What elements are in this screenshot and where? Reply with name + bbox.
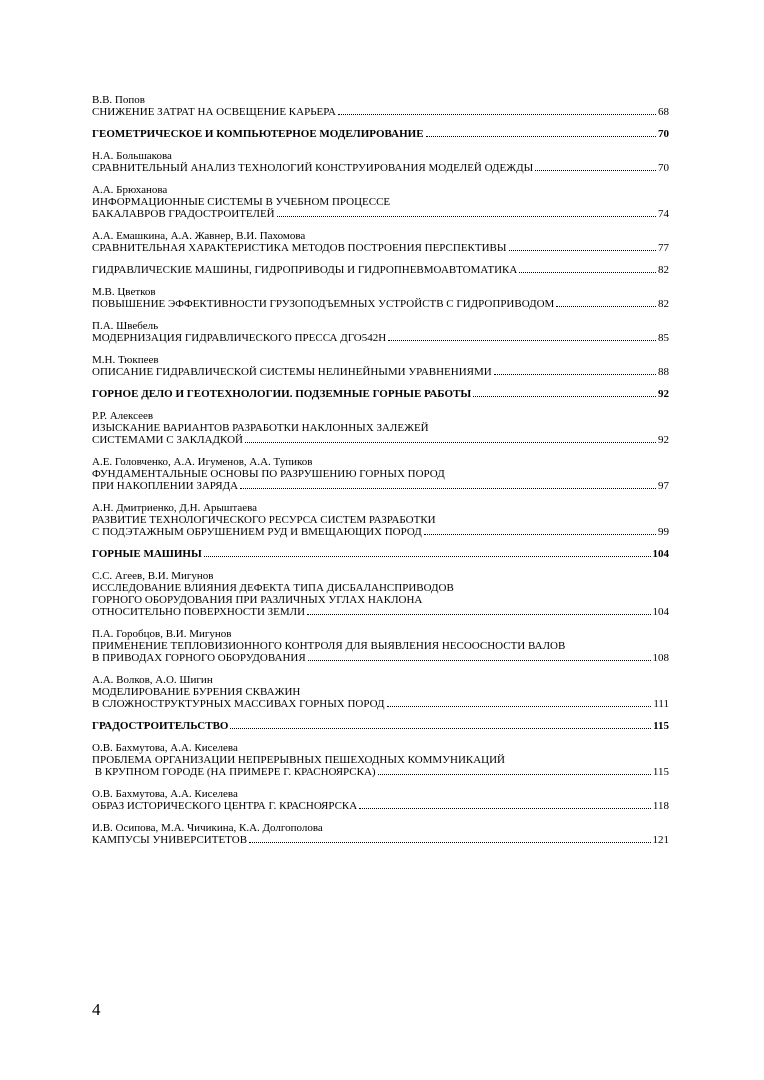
entry-title-line (92, 606, 669, 618)
page-ref: 121 (652, 834, 669, 846)
entry-authors: М.В. Цветков (92, 286, 156, 298)
entry-title-line (92, 594, 669, 606)
page-ref: 77 (658, 242, 669, 254)
spacer (92, 618, 669, 628)
spacer (92, 378, 669, 388)
entry-title: ПРИМЕНЕНИЕ ТЕПЛОВИЗИОННОГО КОНТРОЛЯ ДЛЯ ВЫЯВЛЕНИЯ НЕСООСНОСТИ ВАЛОВ (92, 640, 566, 652)
toc-entry (92, 320, 669, 344)
toc-section (92, 720, 669, 732)
entry-title-line (92, 366, 669, 378)
entry-title: БАКАЛАВРОВ ГРАДОСТРОИТЕЛЕЙ (92, 208, 275, 220)
spacer (92, 400, 669, 410)
entry-title: МОДЕЛИРОВАНИЕ БУРЕНИЯ СКВАЖИН (92, 686, 301, 698)
dot-leader (509, 250, 657, 251)
entry-authors: П.А. Горобцов, В.И. Мигунов (92, 628, 232, 640)
dot-leader (519, 272, 656, 273)
entry-authors: И.В. Осипова, М.А. Чичикина, К.А. Долгополова (92, 822, 323, 834)
entry-title: СРАВНИТЕЛЬНЫЙ АНАЛИЗ ТЕХНОЛОГИЙ КОНСТРУИРОВАНИЯ МОДЕЛЕЙ ОДЕЖДЫ (92, 162, 534, 174)
toc-entry (92, 150, 669, 174)
entry-authors: М.Н. Тюкпеев (92, 354, 159, 366)
toc-entry (92, 502, 669, 538)
entry-title: СРАВНИТЕЛЬНАЯ ХАРАКТЕРИСТИКА МЕТОДОВ ПОСТРОЕНИЯ ПЕРСПЕКТИВЫ (92, 242, 507, 254)
entry-authors: А.Н. Дмитриенко, Д.Н. Арыштаева (92, 502, 258, 514)
page-ref: 92 (658, 434, 669, 446)
page-ref: 85 (658, 332, 669, 344)
entry-title-line (92, 422, 669, 434)
dot-leader (535, 170, 656, 171)
entry-title: ОБРАЗ ИСТОРИЧЕСКОГО ЦЕНТРА Г. КРАСНОЯРСКА (92, 800, 358, 812)
section-title: ГЕОМЕТРИЧЕСКОЕ И КОМПЬЮТЕРНОЕ МОДЕЛИРОВАНИЕ (92, 128, 424, 140)
entry-title: ФУНДАМЕНТАЛЬНЫЕ ОСНОВЫ ПО РАЗРУШЕНИЮ ГОРНЫХ ПОРОД (92, 468, 445, 480)
entry-title: ОПИСАНИЕ ГИДРАВЛИЧЕСКОЙ СИСТЕМЫ НЕЛИНЕЙНЫМИ УРАВНЕНИЯМИ (92, 366, 492, 378)
entry-title-line (92, 800, 669, 812)
page-ref: 97 (658, 480, 669, 492)
entry-authors: А.А. Волков, А.О. Шигин (92, 674, 213, 686)
spacer (92, 140, 669, 150)
toc-entry (92, 788, 669, 812)
page-ref: 82 (658, 298, 669, 310)
entry-title-line (92, 754, 669, 766)
page-ref: 70 (658, 128, 669, 140)
page-ref: 115 (653, 720, 669, 732)
entry-authors: А.А. Емашкина, А.А. Жавнер, В.И. Пахомова (92, 230, 306, 242)
entry-title: В ПРИВОДАХ ГОРНОГО ОБОРУДОВАНИЯ (92, 652, 306, 664)
toc-entry (92, 230, 669, 254)
entry-title-line (92, 208, 669, 220)
entry-title-line (92, 332, 669, 344)
entry-authors: П.А. Швебель (92, 320, 159, 332)
section-heading-line (92, 264, 669, 276)
spacer (92, 710, 669, 720)
toc-entry (92, 822, 669, 846)
section-title: ГРАДОСТРОИТЕЛЬСТВО (92, 720, 229, 732)
entry-title-line (92, 106, 669, 118)
entry-title: ИНФОРМАЦИОННЫЕ СИСТЕМЫ В УЧЕБНОМ ПРОЦЕССЕ (92, 196, 391, 208)
table-of-contents (92, 94, 669, 846)
dot-leader (308, 660, 651, 661)
toc-section (92, 128, 669, 140)
page-number: 4 (92, 1000, 101, 1019)
entry-title: СИСТЕМАМИ С ЗАКЛАДКОЙ (92, 434, 243, 446)
entry-title: СНИЖЕНИЕ ЗАТРАТ НА ОСВЕЩЕНИЕ КАРЬЕРА (92, 106, 336, 118)
spacer (92, 812, 669, 822)
entry-authors: В.В. Попов (92, 94, 145, 106)
section-heading-line (92, 720, 669, 732)
entry-title-line (92, 514, 669, 526)
page-ref: 68 (658, 106, 669, 118)
spacer (92, 732, 669, 742)
entry-title-line (92, 434, 669, 446)
entry-authors: О.В. Бахмутова, А.А. Киселева (92, 788, 238, 800)
dot-leader (388, 340, 656, 341)
entry-title: ИЗЫСКАНИЕ ВАРИАНТОВ РАЗРАБОТКИ НАКЛОННЫХ ЗАЛЕЖЕЙ (92, 422, 429, 434)
dot-leader (204, 556, 651, 557)
section-heading-line (92, 128, 669, 140)
dot-leader (473, 396, 656, 397)
section-title: ГОРНОЕ ДЕЛО И ГЕОТЕХНОЛОГИИ. ПОДЗЕМНЫЕ ГОРНЫЕ РАБОТЫ (92, 388, 472, 400)
dot-leader (338, 114, 656, 115)
spacer (92, 174, 669, 184)
toc-entry (92, 410, 669, 446)
page-ref: 82 (658, 264, 669, 276)
page-ref: 104 (652, 606, 669, 618)
dot-leader (249, 842, 650, 843)
section-heading-line (92, 388, 669, 400)
entry-title-line (92, 834, 669, 846)
spacer (92, 118, 669, 128)
dot-leader (240, 488, 656, 489)
entry-title-line (92, 196, 669, 208)
entry-authors: Р.Р. Алексеев (92, 410, 154, 422)
section-title: ГОРНЫЕ МАШИНЫ (92, 548, 202, 560)
toc-section (92, 548, 669, 560)
toc-entry (92, 184, 669, 220)
entry-authors: С.С. Агеев, В.И. Мигунов (92, 570, 214, 582)
spacer (92, 664, 669, 674)
spacer (92, 276, 669, 286)
page-ref: 74 (658, 208, 669, 220)
entry-title: С ПОДЭТАЖНЫМ ОБРУШЕНИЕМ РУД И ВМЕЩАЮЩИХ ПОРОД (92, 526, 422, 538)
entry-title: ИССЛЕДОВАНИЕ ВЛИЯНИЯ ДЕФЕКТА ТИПА ДИСБАЛАНСПРИВОДОВ (92, 582, 454, 594)
page-ref: 111 (653, 698, 669, 710)
page-ref: 104 (652, 548, 669, 560)
entry-title-line (92, 298, 669, 310)
entry-title: ПРИ НАКОПЛЕНИИ ЗАРЯДА (92, 480, 239, 492)
entry-title-line (92, 162, 669, 174)
toc-entry (92, 286, 669, 310)
entry-title: ГОРНОГО ОБОРУДОВАНИЯ ПРИ РАЗЛИЧНЫХ УГЛАХ НАКЛОНА (92, 594, 423, 606)
entry-title-line (92, 640, 669, 652)
dot-leader (307, 614, 650, 615)
dot-leader (277, 216, 656, 217)
entry-title: ПРОБЛЕМА ОРГАНИЗАЦИИ НЕПРЕРЫВНЫХ ПЕШЕХОДНЫХ КОММУНИКАЦИЙ (92, 754, 505, 766)
page-ref: 88 (658, 366, 669, 378)
entry-title-line (92, 242, 669, 254)
page-ref: 92 (658, 388, 669, 400)
dot-leader (494, 374, 656, 375)
toc-entry (92, 628, 669, 664)
entry-title-line (92, 468, 669, 480)
page-ref: 118 (652, 800, 669, 812)
entry-title: РАЗВИТИЕ ТЕХНОЛОГИЧЕСКОГО РЕСУРСА СИСТЕМ РАЗРАБОТКИ (92, 514, 436, 526)
entry-authors: О.В. Бахмутова, А.А. Киселева (92, 742, 238, 754)
dot-leader (245, 442, 656, 443)
toc-section (92, 264, 669, 276)
spacer (92, 254, 669, 264)
toc-entry (92, 456, 669, 492)
dot-leader (426, 136, 656, 137)
page-ref: 70 (658, 162, 669, 174)
dot-leader (556, 306, 656, 307)
page-ref: 115 (652, 766, 669, 778)
entry-title: КАМПУСЫ УНИВЕРСИТЕТОВ (92, 834, 248, 846)
entry-title: В СЛОЖНОСТРУКТУРНЫХ МАССИВАХ ГОРНЫХ ПОРОД (92, 698, 385, 710)
entry-authors: А.Е. Головченко, А.А. Игуменов, А.А. Тупиков (92, 456, 313, 468)
entry-title-line (92, 480, 669, 492)
section-title: ГИДРАВЛИЧЕСКИЕ МАШИНЫ, ГИДРОПРИВОДЫ И ГИДРОПНЕВМОАВТОМАТИКА (92, 264, 518, 276)
toc-section (92, 388, 669, 400)
page-ref: 108 (652, 652, 669, 664)
entry-authors: А.А. Брюханова (92, 184, 168, 196)
entry-authors: Н.А. Большакова (92, 150, 172, 162)
spacer (92, 778, 669, 788)
dot-leader (230, 728, 651, 729)
entry-title-line (92, 582, 669, 594)
spacer (92, 220, 669, 230)
entry-title-line (92, 526, 669, 538)
spacer (92, 344, 669, 354)
dot-leader (378, 774, 651, 775)
entry-title: В КРУПНОМ ГОРОДЕ (НА ПРИМЕРЕ Г. КРАСНОЯРСКА) (92, 766, 376, 778)
entry-title: ОТНОСИТЕЛЬНО ПОВЕРХНОСТИ ЗЕМЛИ (92, 606, 306, 618)
entry-title: ПОВЫШЕНИЕ ЭФФЕКТИВНОСТИ ГРУЗОПОДЪЕМНЫХ УСТРОЙСТВ С ГИДРОПРИВОДОМ (92, 298, 555, 310)
entry-title-line (92, 652, 669, 664)
dot-leader (387, 706, 652, 707)
toc-entry (92, 354, 669, 378)
toc-entry (92, 674, 669, 710)
spacer (92, 310, 669, 320)
dot-leader (359, 808, 651, 809)
spacer (92, 446, 669, 456)
dot-leader (424, 534, 656, 535)
toc-entry (92, 570, 669, 618)
section-heading-line (92, 548, 669, 560)
entry-title-line (92, 686, 669, 698)
toc-entry (92, 94, 669, 118)
spacer (92, 538, 669, 548)
entry-title-line (92, 698, 669, 710)
spacer (92, 492, 669, 502)
spacer (92, 560, 669, 570)
entry-title: МОДЕРНИЗАЦИЯ ГИДРАВЛИЧЕСКОГО ПРЕССА ДГО542Н (92, 332, 387, 344)
toc-entry (92, 742, 669, 778)
entry-title-line (92, 766, 669, 778)
page-ref: 99 (658, 526, 669, 538)
